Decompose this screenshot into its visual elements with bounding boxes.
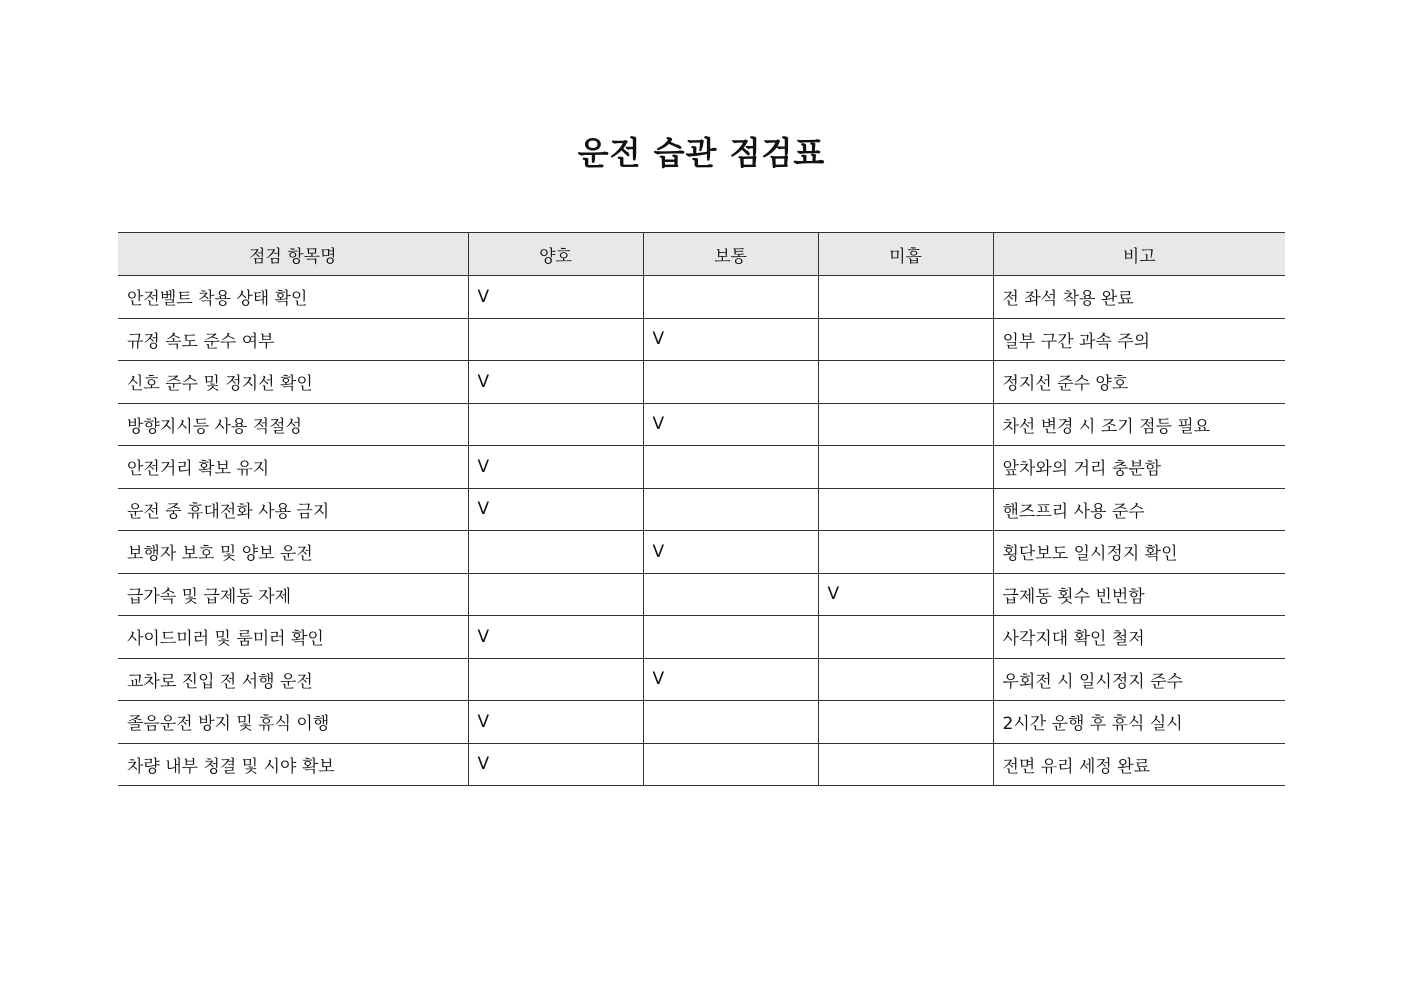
note-cell: 사각지대 확인 철저 [993,616,1285,659]
table-row [118,318,1285,361]
poor-cell: V [818,573,993,616]
poor-cell [818,531,993,574]
checklist-table [118,232,1285,786]
item-cell: 방향지시등 사용 적절성 [118,403,468,446]
average-cell [643,276,818,319]
average-cell: V [643,531,818,574]
poor-cell [818,446,993,489]
item-cell: 보행자 보호 및 양보 운전 [118,531,468,574]
page-title: 운전 습관 점검표 [577,134,826,173]
note-cell: 정지선 준수 양호 [993,361,1285,404]
item-cell: 사이드미러 및 룸미러 확인 [118,616,468,659]
poor-cell [818,658,993,701]
table-row [118,616,1285,659]
table-row [118,403,1285,446]
average-cell [643,743,818,786]
poor-cell [818,616,993,659]
table-row [118,701,1285,744]
table-row [118,446,1285,489]
good-cell: V [468,276,643,319]
poor-cell [818,361,993,404]
note-cell: 차선 변경 시 조기 점등 필요 [993,403,1285,446]
good-cell [468,318,643,361]
item-cell: 규정 속도 준수 여부 [118,318,468,361]
good-cell: V [468,446,643,489]
note-cell: 전 좌석 착용 완료 [993,276,1285,319]
item-cell: 차량 내부 청결 및 시야 확보 [118,743,468,786]
header-good: 양호 [468,233,643,276]
good-cell [468,531,643,574]
good-cell: V [468,361,643,404]
good-cell: V [468,701,643,744]
average-cell [643,701,818,744]
header-poor: 미흡 [818,233,993,276]
table-row [118,531,1285,574]
item-cell: 안전거리 확보 유지 [118,446,468,489]
note-cell: 급제동 횟수 빈번함 [993,573,1285,616]
table-row [118,488,1285,531]
poor-cell [818,318,993,361]
note-cell: 횡단보도 일시정지 확인 [993,531,1285,574]
poor-cell [818,701,993,744]
table-row [118,276,1285,319]
item-cell: 교차로 진입 전 서행 운전 [118,658,468,701]
note-cell: 일부 구간 과속 주의 [993,318,1285,361]
note-cell: 앞차와의 거리 충분함 [993,446,1285,489]
average-cell [643,488,818,531]
note-cell: 우회전 시 일시정지 준수 [993,658,1285,701]
table-header-row [118,233,1285,276]
average-cell: V [643,403,818,446]
table-row [118,573,1285,616]
poor-cell [818,488,993,531]
table-row [118,658,1285,701]
item-cell: 신호 준수 및 정지선 확인 [118,361,468,404]
item-cell: 급가속 및 급제동 자제 [118,573,468,616]
average-cell [643,446,818,489]
average-cell [643,361,818,404]
good-cell [468,658,643,701]
item-cell: 안전벨트 착용 상태 확인 [118,276,468,319]
table-row [118,361,1285,404]
good-cell: V [468,488,643,531]
note-cell: 전면 유리 세정 완료 [993,743,1285,786]
note-cell: 핸즈프리 사용 준수 [993,488,1285,531]
header-note: 비고 [993,233,1285,276]
good-cell [468,573,643,616]
note-cell: 2시간 운행 후 휴식 실시 [993,701,1285,744]
table-row [118,743,1285,786]
average-cell [643,616,818,659]
good-cell: V [468,616,643,659]
item-cell: 졸음운전 방지 및 휴식 이행 [118,701,468,744]
average-cell [643,573,818,616]
poor-cell [818,743,993,786]
good-cell: V [468,743,643,786]
average-cell: V [643,658,818,701]
good-cell [468,403,643,446]
header-item: 점검 항목명 [118,233,468,276]
item-cell: 운전 중 휴대전화 사용 금지 [118,488,468,531]
average-cell: V [643,318,818,361]
poor-cell [818,276,993,319]
poor-cell [818,403,993,446]
header-average: 보통 [643,233,818,276]
